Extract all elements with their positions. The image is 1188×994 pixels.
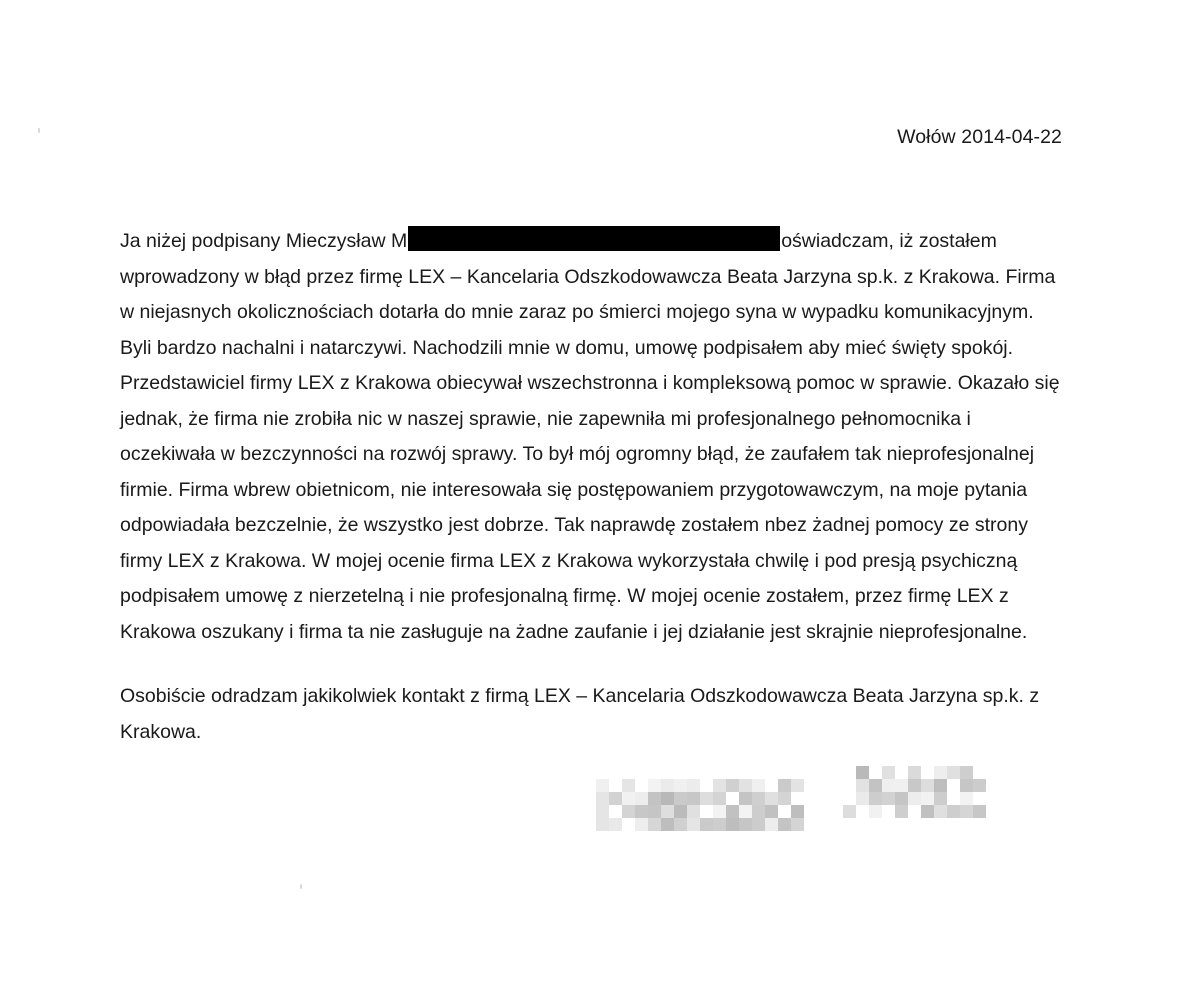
signature-pixel-block bbox=[713, 779, 726, 792]
signature-pixel-block bbox=[648, 792, 661, 805]
signature-pixel-block bbox=[947, 805, 960, 818]
signature-pixel-block bbox=[596, 779, 609, 792]
signature-pixel-block bbox=[778, 792, 791, 805]
signature-pixel-block bbox=[687, 792, 700, 805]
scan-artifact-speck bbox=[300, 884, 302, 889]
signature-pixel-block bbox=[921, 779, 934, 792]
signature-pixel-block bbox=[869, 779, 882, 792]
signature-pixel-block bbox=[622, 792, 635, 805]
paragraph-1: Ja niżej podpisany Mieczysław M oświadczam, iż zostałem wprowadzony w błąd przez firmę LEX – Kancelaria Odszkodowawcza Beata Jarzyna sp.k. z Krakowa. Firma w niejasnych okolicznościach dotarła do mnie zaraz po śmierci mojego syna w wypadku komunikacyjnym. Byli bardzo nachalni i natarczywi. Nachodzili mnie w domu, umowę podpisałem aby mieć święty spokój. Przedstawiciel firmy LEX z Krakowa obiecywał wszechstronna i kompleksową pomoc w sprawie. Okazało się jednak, że firma nie zrobiła nic w naszej sprawie, nie zapewniła mi profesjonalnego pełnomocnika i oczekiwała w bezczynności na rozwój sprawy. To był mój ogromny błąd, że zaufałem tak nieprofesjonalnej firmie. Firma wbrew obietnicom, nie interesowała się postępowaniem przygotowawczym, na moje pytania odpowiadała bezczelnie, że wszystko jest dobrze. Tak naprawdę zostałem nbez żadnej pomocy ze strony firmy LEX z Krakowa. W mojej ocenie firma LEX z Krakowa wykorzystała chwilę i pod presją psychiczną podpisałem umowę z nierzetelną i nie profesjonalną firmę. W mojej ocenie zostałem, przez firmę LEX z Krakowa oszukany i firma ta nie zasługuje na żadne zaufanie i jej działanie jest skrajnie nieprofesjonalne. bbox=[120, 224, 1064, 650]
signature-pixel-block bbox=[934, 766, 947, 779]
signature-pixel-block bbox=[947, 766, 960, 779]
signature-pixel-block bbox=[882, 766, 895, 779]
letter-body bbox=[120, 224, 1064, 750]
redaction-bar bbox=[408, 226, 780, 251]
signature-pixel-block bbox=[856, 792, 869, 805]
signature-pixel-block bbox=[934, 805, 947, 818]
signature-pixel-block bbox=[726, 818, 739, 831]
signature-pixel-block bbox=[778, 779, 791, 792]
signature-pixel-block bbox=[843, 805, 856, 818]
signature-pixel-block bbox=[622, 805, 635, 818]
signature-pixel-block bbox=[856, 766, 869, 779]
signature-pixel-block bbox=[921, 792, 934, 805]
signature-pixel-block bbox=[882, 779, 895, 792]
signature-pixel-block bbox=[765, 818, 778, 831]
signature-pixel-block bbox=[622, 779, 635, 792]
signature-pixel-block bbox=[934, 779, 947, 792]
signature-pixel-block bbox=[765, 805, 778, 818]
signature-pixel-block bbox=[609, 792, 622, 805]
signature-pixel-block bbox=[752, 792, 765, 805]
signature-pixel-block bbox=[713, 792, 726, 805]
scan-artifact-speck bbox=[38, 128, 40, 133]
signature-pixel-block bbox=[739, 792, 752, 805]
signature-pixel-block bbox=[726, 805, 739, 818]
signature-pixel-block bbox=[778, 818, 791, 831]
signature-pixel-block bbox=[661, 818, 674, 831]
signature-pixel-block bbox=[791, 818, 804, 831]
signature-pixel-block bbox=[687, 805, 700, 818]
signature-pixel-block bbox=[791, 805, 804, 818]
signature-pixel-block bbox=[752, 779, 765, 792]
signature-pixel-block bbox=[895, 805, 908, 818]
signature-pixel-block bbox=[739, 818, 752, 831]
signature-pixel-block bbox=[973, 805, 986, 818]
signature-pixel-block bbox=[960, 792, 973, 805]
signature-pixel-block bbox=[661, 779, 674, 792]
signature-pixel-block bbox=[895, 779, 908, 792]
signature-pixel-block bbox=[661, 805, 674, 818]
signature-pixel-block bbox=[687, 779, 700, 792]
signature-pixel-block bbox=[739, 805, 752, 818]
signature-pixel-block bbox=[908, 792, 921, 805]
signature-pixel-block bbox=[635, 805, 648, 818]
signature-pixel-block bbox=[960, 766, 973, 779]
signature-pixel-block bbox=[648, 779, 661, 792]
signature-pixel-block bbox=[648, 805, 661, 818]
signature-pixel-block bbox=[674, 805, 687, 818]
signature-pixel-block bbox=[791, 779, 804, 792]
signature-pixel-block bbox=[713, 805, 726, 818]
signature-pixel-block bbox=[960, 805, 973, 818]
signature-pixel-block bbox=[635, 792, 648, 805]
blurred-signature bbox=[596, 766, 976, 828]
signature-pixel-block bbox=[648, 818, 661, 831]
signature-pixel-block bbox=[921, 805, 934, 818]
signature-pixel-block bbox=[700, 818, 713, 831]
signature-pixel-block bbox=[752, 805, 765, 818]
signature-pixel-block bbox=[687, 818, 700, 831]
signature-pixel-block bbox=[895, 792, 908, 805]
signature-pixel-block bbox=[674, 792, 687, 805]
signature-pixel-block bbox=[713, 818, 726, 831]
signature-pixel-block bbox=[674, 818, 687, 831]
signature-pixel-block bbox=[674, 779, 687, 792]
paragraph-2: Osobiście odradzam jakikolwiek kontakt z firmą LEX – Kancelaria Odszkodowawcza Beata Jarzyna sp.k. z Krakowa. bbox=[120, 685, 1040, 743]
signature-pixel-block bbox=[856, 779, 869, 792]
signature-pixel-block bbox=[960, 779, 973, 792]
signature-pixel-block bbox=[609, 818, 622, 831]
signature-pixel-block bbox=[726, 779, 739, 792]
signature-pixel-block bbox=[882, 792, 895, 805]
signature-pixel-block bbox=[908, 766, 921, 779]
signature-pixel-block bbox=[596, 792, 609, 805]
signature-pixel-block bbox=[700, 792, 713, 805]
signature-pixel-block bbox=[635, 818, 648, 831]
signature-pixel-block bbox=[596, 818, 609, 831]
signature-pixel-block bbox=[765, 792, 778, 805]
signature-pixel-block bbox=[869, 792, 882, 805]
signature-pixel-block bbox=[661, 792, 674, 805]
signature-pixel-block bbox=[752, 818, 765, 831]
signature-pixel-block bbox=[934, 792, 947, 805]
signature-pixel-block bbox=[596, 805, 609, 818]
signature-pixel-block bbox=[739, 779, 752, 792]
date-place-line: Wołów 2014-04-22 bbox=[897, 126, 1062, 148]
signature-pixel-block bbox=[908, 779, 921, 792]
signature-pixel-block bbox=[973, 779, 986, 792]
signature-pixel-block bbox=[869, 805, 882, 818]
